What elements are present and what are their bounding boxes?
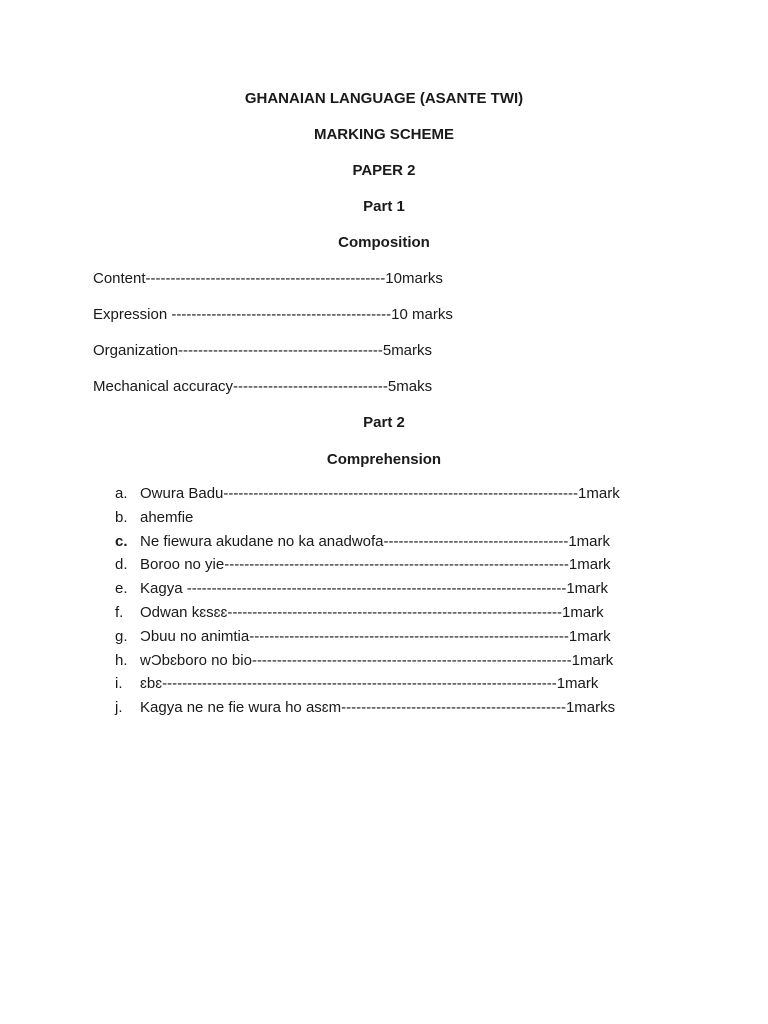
list-marker: j.	[115, 699, 123, 717]
list-marker: e.	[115, 580, 128, 598]
list-item	[0, 555, 768, 579]
composition-organization-line: Organization-----------------------------------------5marks	[93, 342, 433, 359]
list-item	[0, 674, 768, 698]
list-item	[0, 579, 768, 603]
answer-text: ahemfie	[140, 508, 194, 526]
list-marker: i.	[115, 675, 123, 693]
list-marker: f.	[115, 603, 124, 621]
comprehension-heading: Comprehension	[326, 451, 442, 468]
answer-text: Kagya ne ne fie wura ho asɛm---------------------------------------------1marks	[140, 699, 616, 717]
list-marker: g.	[115, 627, 128, 645]
list-marker: a.	[115, 485, 128, 502]
part1-heading: Part 1	[363, 198, 405, 215]
list-item	[0, 627, 768, 651]
list-marker: c.	[115, 532, 128, 550]
composition-expression-line: Expression --------------------------------------------10 marks	[93, 306, 453, 323]
composition-content-line: Content------------------------------------------------10marks	[93, 270, 443, 287]
part2-heading: Part 2	[363, 414, 405, 431]
list-item	[0, 532, 768, 556]
composition-mechanical-accuracy-line: Mechanical accuracy-------------------------------5maks	[93, 378, 433, 395]
answer-text: Boroo no yie---------------------------------------------------------------------1mark	[140, 556, 611, 574]
composition-heading: Composition	[338, 234, 430, 251]
answer-text: Kagya ----------------------------------------------------------------------------1mark	[140, 580, 609, 598]
answer-text: wƆbɛboro no bio----------------------------------------------------------------1mark	[140, 651, 614, 669]
answer-text: ɛbɛ-------------------------------------------------------------------------------1mark	[140, 675, 599, 693]
list-item	[0, 603, 768, 627]
list-marker: d.	[115, 556, 128, 574]
list-marker: h.	[115, 651, 128, 669]
list-item	[0, 508, 768, 532]
list-item	[0, 651, 768, 675]
answer-text: Ɔbuu no animtia----------------------------------------------------------------1mark	[140, 627, 611, 645]
answer-text: Odwan kɛsɛɛ-------------------------------------------------------------------1mark	[140, 603, 604, 621]
paper-heading: PAPER 2	[352, 162, 416, 179]
list-item	[0, 484, 768, 508]
list-item	[0, 698, 768, 722]
list-marker: b.	[115, 508, 128, 526]
document-title: GHANAIAN LANGUAGE (ASANTE TWI)	[244, 90, 524, 107]
answer-text: Ne fiewura akudane no ka anadwofa-------------------------------------1mark	[140, 532, 610, 550]
answer-text: Owura Badu-----------------------------------------------------------------------1mark	[140, 485, 620, 502]
comprehension-answer-list	[0, 484, 768, 722]
document-subtitle: MARKING SCHEME	[313, 126, 454, 143]
